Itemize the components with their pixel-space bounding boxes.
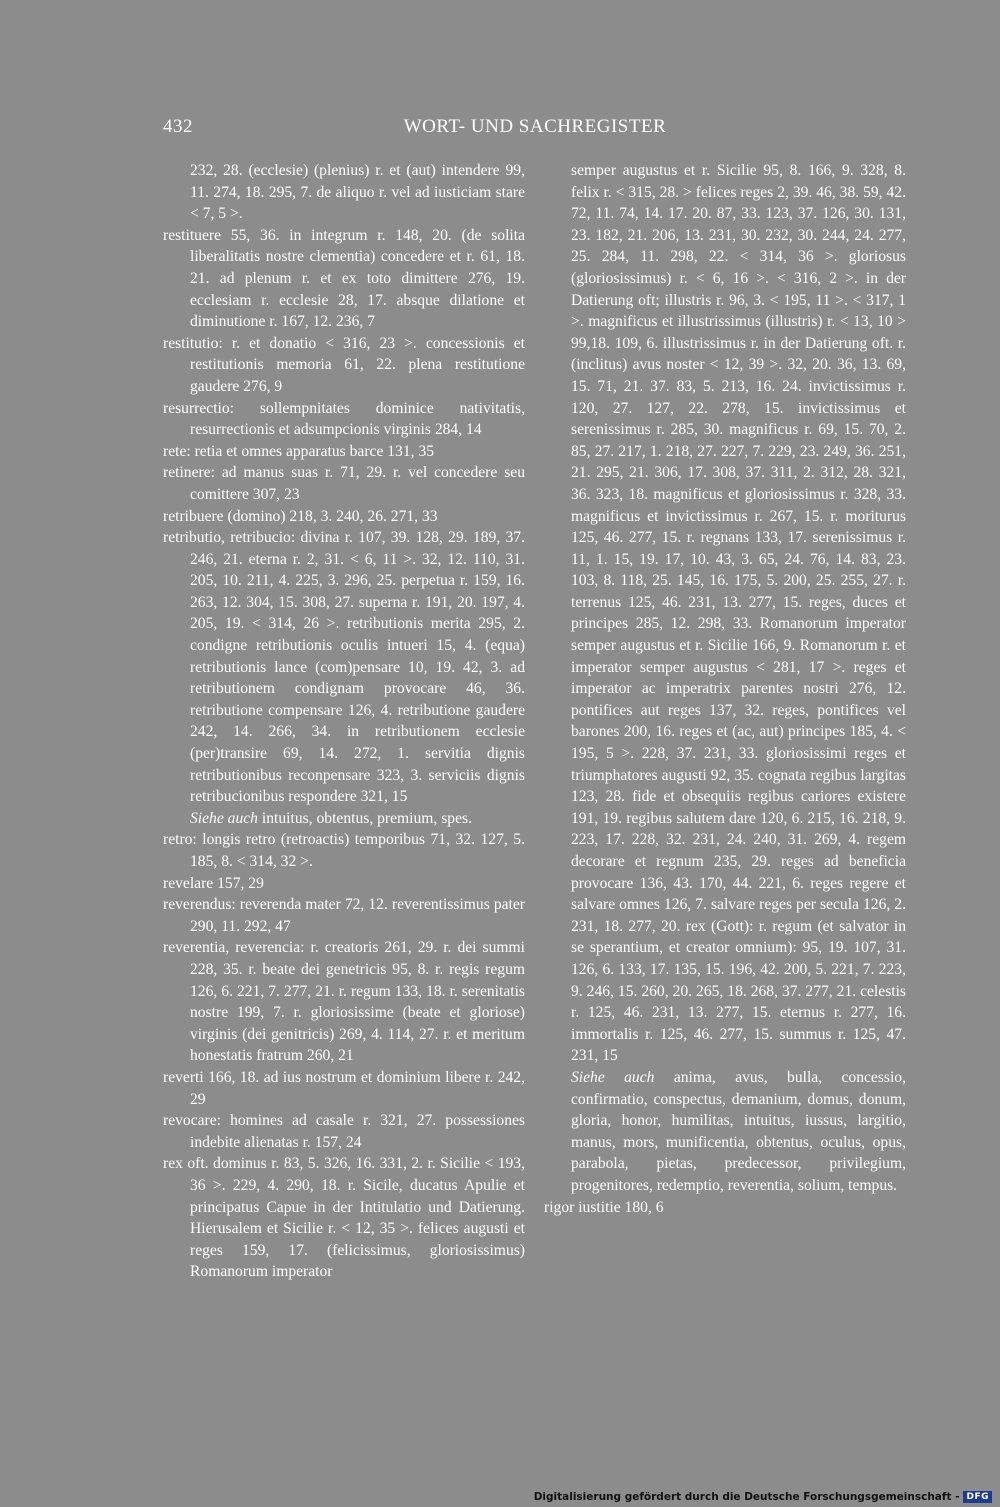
digitization-footer <box>534 1491 992 1503</box>
entry-text: retro: longis retro (retroactis) temporibus 71, 32. 127, 5. 185, 8. < 314, 32 >. <box>163 831 525 870</box>
index-entry <box>544 1197 906 1219</box>
entry-text: revelare 157, 29 <box>163 874 264 892</box>
entry-text: restitutio: r. et donatio < 316, 23 >. concessionis et restitutionis memoria 61, 22. plena restitutione gaudere 276, 9 <box>163 334 525 395</box>
index-entry <box>163 527 525 808</box>
entry-text: rex oft. dominus r. 83, 5. 326, 16. 331, 2. r. Sicilie < 193, 36 >. 229, 4. 290, 18. r. Sicile, ducatus Apulie et principatus Capue in der Intitulatio und Datierung. Hierusalem et Sicilie r. < 12, 35 >. felices augusti et reges 159, 17. (felicissimus, gloriosissimus) Romanorum imperator <box>163 1155 525 1281</box>
entry-text: reverti 166, 18. ad ius nostrum et dominium libere r. 242, 29 <box>163 1068 525 1108</box>
see-also-entry <box>544 1067 906 1197</box>
index-entry <box>163 1110 525 1153</box>
dfg-logo: DFG <box>963 1491 992 1503</box>
entry-text: intuitus, obtentus, premium, spes. <box>261 809 472 827</box>
index-entry <box>163 506 525 528</box>
index-entry <box>163 894 525 937</box>
index-entry <box>163 873 525 895</box>
index-entry <box>544 160 906 1067</box>
index-entry <box>163 937 525 1067</box>
entry-text: anima, avus, bulla, concessio, confirmatio, conspectus, demanium, domus, donum, gloria, honor, humilitas, intuitus, iussus, largitio, manus, mors, munificentia, obtentus, oculus, opus, parabola, pietas, predecessor, privilegium, progenitores, redemptio, reverentia, solium, tempus. <box>571 1068 907 1194</box>
running-head: WORT- UND SACHREGISTER <box>403 116 667 137</box>
index-entry <box>163 225 525 333</box>
entry-text: revocare: homines ad casale r. 321, 27. possessiones indebite alienatas r. 157, 24 <box>163 1112 525 1151</box>
index-entry <box>163 333 525 398</box>
entry-text: reverentia, reverencia: r. creatoris 261, 29. r. dei summi 228, 35. r. beate dei genetricis 95, 8. r. regis regum 126, 6. 221, 7. 277, 21. r. regum 133, 18. r. serenitatis nostre 199, 7. r. gloriosissime (beate et gloriose) virginis (dei genitricis) 269, 4. 114, 27. r. et meritum honestatis fratrum 260, 21 <box>163 939 525 1065</box>
entry-text: retribuere (domino) 218, 3. 240, 26. 271, 33 <box>163 507 438 525</box>
index-entry <box>163 829 525 872</box>
entry-text: retributio, retribucio: divina r. 107, 39. 128, 29. 189, 37. 246, 21. eterna r. 2, 31. < 6, 11 >. 32, 12. 110, 31. 205, 10. 211, 4. 225, 3. 296, 25. perpetua r. 159, 16. 263, 12. 304, 15. 308, 27. superna r. 191, 20. 197, 4. 205, 19. < 314, 26 >. retributionis merita 295, 2. condigne retributionis oculis intueri 15, 4. (equa) retributionis lance (com)pensare 10, 19. 42, 3. ad retributionem condignam provocare 46, 36. retributione compensare 126, 4. retributione gaudere 242, 14. 266, 34. in retributionem ecclesie (per)transire 69, 14. 272, 1. servitia dignis retributionibus reconpensare 323, 3. serviciis dignis retribucionibus respondere 321, 15 <box>163 529 525 806</box>
entry-text: semper augustus et r. Sicilie 95, 8. 166, 9. 328, 8. felix r. < 315, 28. > felices reges 2, 39. 46, 38. 59, 42. 72, 11. 74, 14. 17. 20. 87, 33. 123, 37. 126, 30. 131, 23. 182, 21. 206, 13. 231, 30. 232, 30. 244, 24. 277, 25. 284, 11. 298, 22. < 314, 36 >. gloriosus (gloriosissimus) r. < 6, 16 >. < 316, 2 >. in der Datierung oft; illustris r. 96, 3. < 195, 11 >. < 317, 1 >. magnificus et illustrissimus (illustris) r. < 13, 10 > 99,18. 109, 6. illustrissimus r. in der Datierung oft. r. (inclitus) avus noster < 12, 39 >. 32, 20. 36, 13. 69, 15. 71, 21. 37. 83, 5. 213, 16. 24. invictissimus r. 120, 27. 127, 22. 278, 15. invictissimus et serenissimus r. 285, 30. magnificus r. 69, 15. 70, 2. 85, 27. 217, 1. 218, 27. 227, 7. 229, 23. 249, 36. 251, 21. 295, 21. 306, 17. 308, 37. 311, 2. 312, 28. 321, 36. 323, 18. magnificus et gloriosissimus r. 328, 33. magnificus et invictissimus r. 267, 15. r. moriturus 125, 46. 277, 15. r. regnans 133, 17. serenissimus r. 11, 1. 15, 19. 17, 10. 43, 3. 65, 24. 76, 14. 83, 23. 103, 8. 118, 25. 145, 16. 175, 5. 200, 25. 255, 27. r. terrenus 125, 46. 231, 13. 277, 15. reges, duces et principes 285, 12. 298, 33. Romanorum imperator semper augustus et r. Sicilie 166, 9. Romanorum r. et imperator semper augustus < 281, 17 >. reges et imperator ac imperatrix parentes nostri 276, 12. pontifices aut reges 137, 32. reges, pontifices vel barones 200, 16. reges et (ac, aut) principes 185, 4. < 195, 5 >. 228, 37. 231, 33. gloriosissimi reges et triumphatores augusti 92, 35. cognata regibus largitas 123, 28. fide et obsequiis regibus cariores existere 191, 19. regibus salutem dare 120, 6. 215, 16. 218, 9. 223, 17. 228, 32. 231, 24. 240, 31. 269, 4. regem decorare et regnum 235, 29. reges ad beneficia provocare 136, 43. 170, 44. 221, 6. reges regere et salvare omnes 126, 7. salvare reges per secula 126, 2. 231, 18. 277, 20. rex (Gott): r. regum (et salvator in se sperantium, et creator omnium): 95, 19. 107, 31. 126, 6. 133, 17. 135, 15. 196, 42. 200, 5. 221, 7. 223, 9. 246, 15. 260, 20. 265, 18. 268, 37. 277, 21. celestis r. 125, 46. 231, 13. 277, 15. eternus r. 277, 16. immortalis r. 125, 46. 277, 15. summus r. 125, 47. 231, 15 <box>571 162 906 1065</box>
entry-text: resurrectio: sollempnitates dominice nativitatis, resurrectionis et adsumpcionis virginis 284, 14 <box>163 399 525 439</box>
footer-text: Digitalisierung gefördert durch die Deutsche Forschungsgemeinschaft - <box>533 1491 960 1503</box>
index-entry <box>163 462 525 505</box>
page-number: 432 <box>163 116 193 137</box>
entry-text: rigor iustitie 180, 6 <box>544 1198 664 1216</box>
index-column-right <box>544 160 906 1218</box>
index-entry <box>163 1153 525 1283</box>
entry-text: rete: retia et omnes apparatus barce 131, 35 <box>163 442 435 460</box>
entry-text: restituere 55, 36. in integrum r. 148, 20. (de solita liberalitatis nostre clementia) concedere et r. 61, 18. 21. ad plenum r. et ex toto dimittere 276, 19. ecclesiam r. ecclesie 28, 17. absque dilatione et diminutione r. 167, 12. 236, 7 <box>163 226 525 331</box>
entry-text: reverendus: reverenda mater 72, 12. reverentissimus pater 290, 11. 292, 47 <box>163 896 525 935</box>
entry-text: retinere: ad manus suas r. 71, 29. r. vel concedere seu comittere 307, 23 <box>163 464 525 503</box>
see-also-entry <box>163 808 525 830</box>
index-column-left <box>163 160 525 1283</box>
see-also-label: Siehe auch <box>571 1068 655 1086</box>
index-entry <box>163 1067 525 1110</box>
index-entry <box>163 160 525 225</box>
index-entry <box>163 441 525 463</box>
index-entry <box>163 398 525 441</box>
see-also-label: Siehe auch <box>190 809 258 827</box>
entry-text: 232, 28. (ecclesie) (plenius) r. et (aut) intendere 99, 11. 274, 18. 295, 7. de aliquo r. vel ad iusticiam stare < 7, 5 >. <box>190 162 525 223</box>
